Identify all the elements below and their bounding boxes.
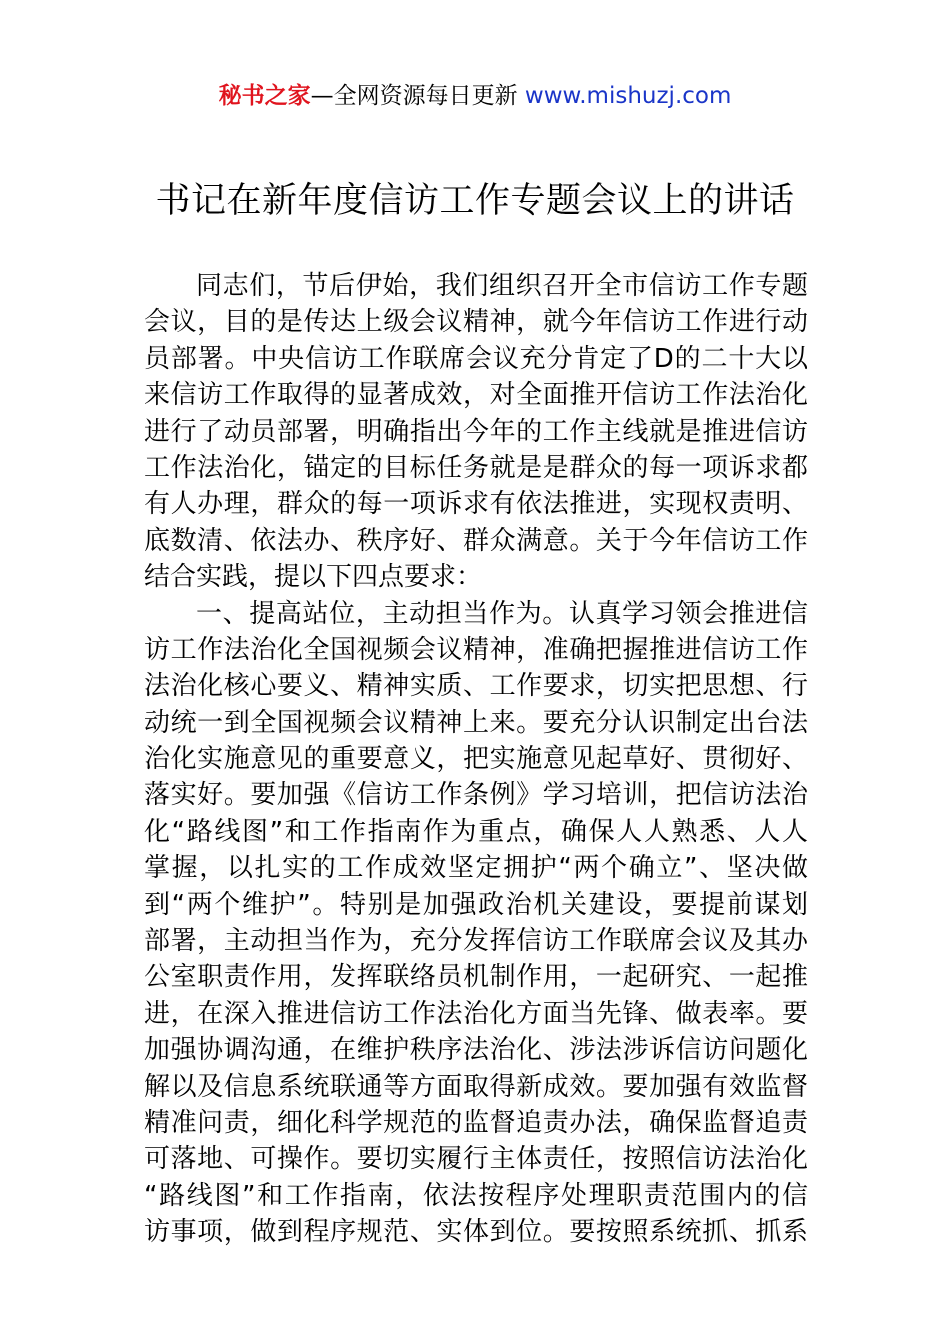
site-url-link[interactable]: www.mishuzj.com [524,83,732,109]
paragraph-line: 进行了动员部署，明确指出今年的工作主线就是推进信访 [144,416,808,447]
document-body [144,268,808,1251]
paragraph-line: 来信访工作取得的显著成效，对全面推开信访工作法治化 [144,380,808,411]
paragraph-line: 工作法治化，锚定的目标任务就是是群众的每一项诉求都 [144,452,808,483]
paragraph-line: 同志们，节后伊始，我们组织召开全市信访工作专题 [196,271,808,301]
paragraph-line: 访事项，做到程序规范、实体到位。要按照系统抓、抓系 [144,1217,808,1248]
paragraph-line: 精准问责，细化科学规范的监督追责办法，确保监督追责 [144,1107,808,1138]
site-header [0,80,950,112]
paragraph-line: 会议，目的是传达上级会议精神，就今年信访工作进行动 [144,307,808,338]
paragraph-line: “路线图”和工作指南，依法按程序处理职责范围内的信 [144,1180,808,1211]
header-tagline: —全网资源每日更新 [310,83,525,109]
paragraph-line: 加强协调沟通，在维护秩序法治化、涉法涉诉信访问题化 [144,1035,808,1066]
paragraph-line: 结合实践，提以下四点要求： [144,562,483,593]
paragraph-line: 员部署。中央信访工作联席会议充分肯定了D的二十大以 [144,343,808,374]
paragraph-line: 落实好。要加强《信访工作条例》学习培训，把信访法治 [144,780,808,811]
page-title: 书记在新年度信访工作专题会议上的讲话 [155,181,795,221]
paragraph-line: 动统一到全国视频会议精神上来。要充分认识制定出台法 [144,707,808,738]
paragraph-line: 掌握，以扎实的工作成效坚定拥护“两个确立”、坚决做 [144,853,808,884]
paragraph-line: 底数清、依法办、秩序好、群众满意。关于今年信访工作 [144,525,808,556]
brand-name: 秘书之家 [218,83,311,109]
paragraph-line: 一、提高站位，主动担当作为。认真学习领会推进信 [196,598,808,629]
paragraph-line: 公室职责作用，发挥联络员机制作用，一起研究、一起推 [144,962,808,993]
paragraph-line: 部署，主动担当作为，充分发挥信访工作联席会议及其办 [144,926,808,957]
paragraph-line: 到“两个维护”。特别是加强政治机关建设，要提前谋划 [144,889,808,920]
paragraph-line: 解以及信息系统联通等方面取得新成效。要加强有效监督 [144,1071,808,1102]
paragraph-line: 治化实施意见的重要意义，把实施意见起草好、贯彻好、 [144,744,808,775]
paragraph-line: 可落地、可操作。要切实履行主体责任，按照信访法治化 [144,1144,808,1175]
paragraph-line: 法治化核心要义、精神实质、工作要求，切实把思想、行 [144,671,808,702]
paragraph-line: 化“路线图”和工作指南作为重点，确保人人熟悉、人人 [144,816,808,847]
paragraph-line: 进，在深入推进信访工作法治化方面当先锋、做表率。要 [144,998,808,1029]
paragraph-line: 访工作法治化全国视频会议精神，准确把握推进信访工作 [144,634,808,665]
paragraph-line: 有人办理，群众的每一项诉求有依法推进，实现权责明、 [144,489,808,520]
